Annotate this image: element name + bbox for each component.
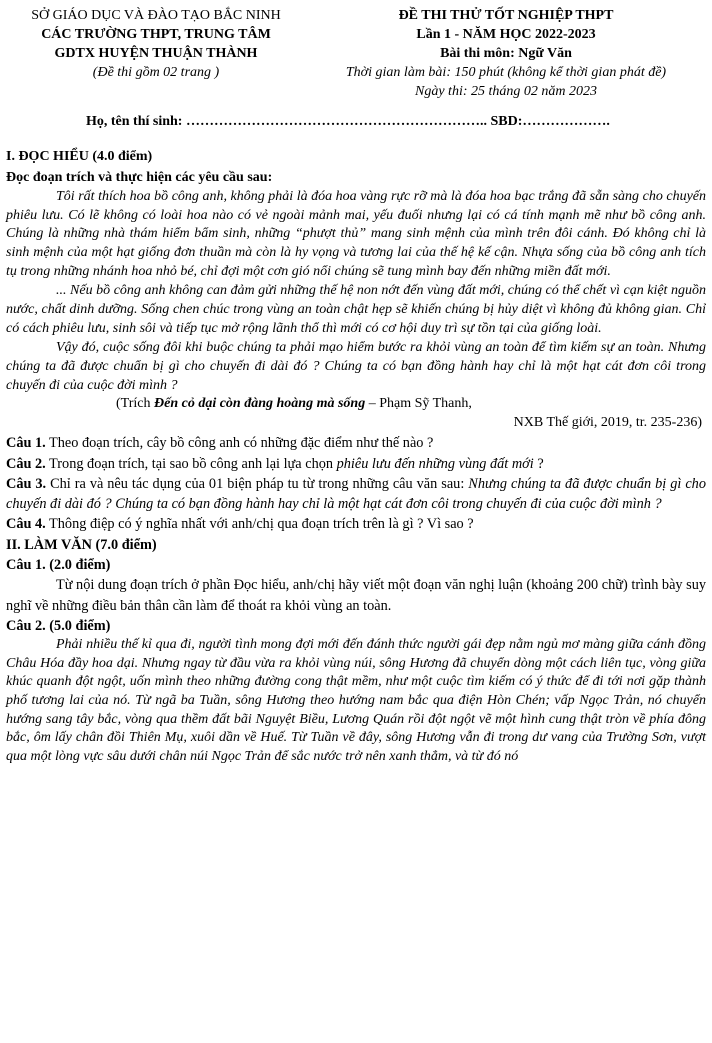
- header-right: [306, 6, 706, 101]
- question-text: Trong đoạn trích, tại sao bồ công anh lại lựa chọn: [45, 455, 337, 472]
- exam-header: [6, 6, 706, 101]
- source-prefix: (Trích: [116, 396, 154, 412]
- source-author: – Phạm Sỹ Thanh,: [365, 396, 472, 412]
- question-label: Câu 2.: [6, 455, 46, 472]
- passage-paragraph-1: Tôi rất thích hoa bồ công anh, không phải là đóa hoa vàng rực rỡ mà là đóa hoa bạc trắng đã sẵn sàng cho chuyến phiêu lưu. Có lẽ không có loài hoa nào có vẻ ngoài mảnh mai, yếu đuối nhưng lại có cá tính mạnh mẽ như bồ công anh. Chúng là những nhà thám hiểm bẩm sinh, những “phượt thủ” mang sinh mệnh của mình trên đôi cánh. Đó không chỉ là sinh mệnh của một hạt giống đơn thuần mà còn là hy vọng và tương lai của thế hệ kế cận. Nhựa sống của bồ công anh tích tụ trong những nhánh hoa nhỏ bé, chỉ đợi một cơn gió nổi chúng sẽ tung mình bay đến những miền đất mới.: [6, 188, 706, 280]
- writing-question-1-text: Từ nội dung đoạn trích ở phần Đọc hiểu, anh/chị hãy viết một đoạn văn nghị luận (khoảng 200 chữ) trình bày suy nghĩ về những điều bản thân cần làm để thoát ra khỏi vùng an toàn.: [6, 577, 706, 614]
- question-text: Chỉ ra và nêu tác dụng của 01 biện pháp tu từ trong những câu văn sau:: [46, 475, 469, 492]
- passage-source: [6, 395, 706, 414]
- department-name: SỞ GIÁO DỤC VÀ ĐÀO TẠO BẮC NINH: [31, 8, 281, 23]
- question-quote: phiêu lưu đến những vùng đất mới: [336, 455, 534, 472]
- question-2: [6, 454, 706, 474]
- reading-instruction: Đọc đoạn trích và thực hiện các yêu cầu sau:: [6, 169, 273, 185]
- exam-subject: Bài thi môn: Ngữ Văn: [440, 46, 572, 61]
- writing-question-2-title: Câu 2. (5.0 điểm): [6, 617, 111, 634]
- question-1: [6, 433, 706, 453]
- question-label: Câu 4.: [6, 516, 46, 533]
- exam-title: ĐỀ THI THỬ TỐT NGHIỆP THPT: [398, 8, 614, 23]
- passage-paragraph-2: ... Nếu bồ công anh không can đảm gửi những thế hệ non nớt đến vùng đất mới, chúng có thể chết vì cạn kiệt nguồn nước, chất dinh dưỡng. Sống chen chúc trong vùng an toàn chật hẹp sẽ khiến chúng bị hủy diệt vì không đủ không gian. Chỉ có cách phiêu lưu, sinh sôi và tiếp tục mở rộng lãnh thổ thì mới có cơ hội duy trì sự tồn tại của giống loài.: [6, 283, 706, 336]
- question-label: Câu 3.: [6, 475, 47, 492]
- district-center-name: GDTX HUYỆN THUẬN THÀNH: [54, 46, 258, 61]
- exam-round: Lần 1 - NĂM HỌC 2022-2023: [416, 27, 596, 42]
- exam-date: Ngày thi: 25 tháng 02 năm 2023: [415, 84, 597, 99]
- writing-question-2-passage: Phải nhiều thế kỉ qua đi, người tình mong đợi mới đến đánh thức người gái đẹp nằm ngủ mơ màng giữa cánh đồng Châu Hóa đầy hoa dại. Nhưng ngay từ đầu vừa ra khỏi vùng núi, sông Hương đã chuyển dòng một cách liên tục, vòng giữa khúc quanh đột ngột, uốn mình theo những đường cong thật mềm, như một cuộc tìm kiếm có ý thức để đi tới nơi gặp thành phố tương lai của nó. Từ ngã ba Tuần, sông Hương theo hướng nam bắc qua điện Hòn Chén; vấp Ngọc Trản, nó chuyển hướng sang tây bắc, vòng qua thềm đất bãi Nguyệt Biều, Lương Quán rồi đột ngột vẽ một hình cung thật tròn về phía đông bắc, ôm lấy chân đồi Thiên Mụ, xuôi dần về Huế. Từ Tuần về đây, sông Hương vẫn đi trong dư vang của Trường Sơn, vượt qua một lòng vực sâu dưới chân núi Ngọc Trản để sắc nước trở nên xanh thẳm, và từ đó nó: [6, 637, 706, 764]
- writing-section-title: II. LÀM VĂN (7.0 điểm): [6, 536, 157, 553]
- page-count-note: (Đề thi gồm 02 trang ): [92, 65, 220, 80]
- question-text: Theo đoạn trích, cây bồ công anh có những đặc điểm như thế nào ?: [45, 435, 434, 452]
- question-4: [6, 514, 706, 534]
- exam-duration: Thời gian làm bài: 150 phút (không kể thời gian phát đề): [345, 65, 667, 80]
- question-end: ?: [533, 455, 544, 472]
- source-book-title: Đến cỏ dại còn đàng hoàng mà sống: [154, 396, 366, 412]
- question-3: [6, 474, 706, 515]
- writing-question-1-title: Câu 1. (2.0 điểm): [6, 557, 111, 574]
- candidate-info-line: Họ, tên thí sinh: ……………………………………………………….. SBD:……………….: [86, 114, 610, 129]
- school-group-name: CÁC TRƯỜNG THPT, TRUNG TÂM: [41, 27, 271, 42]
- question-text: Thông điệp có ý nghĩa nhất với anh/chị qua đoạn trích trên là gì ? Vì sao ?: [45, 516, 474, 533]
- passage-paragraph-3: Vậy đó, cuộc sống đôi khi buộc chúng ta phải mạo hiểm bước ra khỏi vùng an toàn để tìm kiếm sự an toàn. Nhưng chúng ta đã được chuẩn bị gì cho chuyến đi dài đó ? Chúng ta có bạn đồng hành hay chỉ là một hạt cát đơn côi trong chuyến đi của cuộc đời mình ?: [6, 339, 706, 393]
- source-publisher: NXB Thế giới, 2019, tr. 235-236): [513, 415, 702, 431]
- header-left: [6, 6, 306, 101]
- question-quote: Nhưng chúng ta đã được chuẩn bị gì cho chuyến đi dài đó ? Chúng ta có bạn đồng hành hay chỉ là một hạt cát đơn côi trong chuyến đi của cuộc đời mình ?: [6, 475, 706, 513]
- reading-section-title: I. ĐỌC HIỂU (4.0 điểm): [6, 148, 153, 164]
- question-label: Câu 1.: [6, 435, 46, 452]
